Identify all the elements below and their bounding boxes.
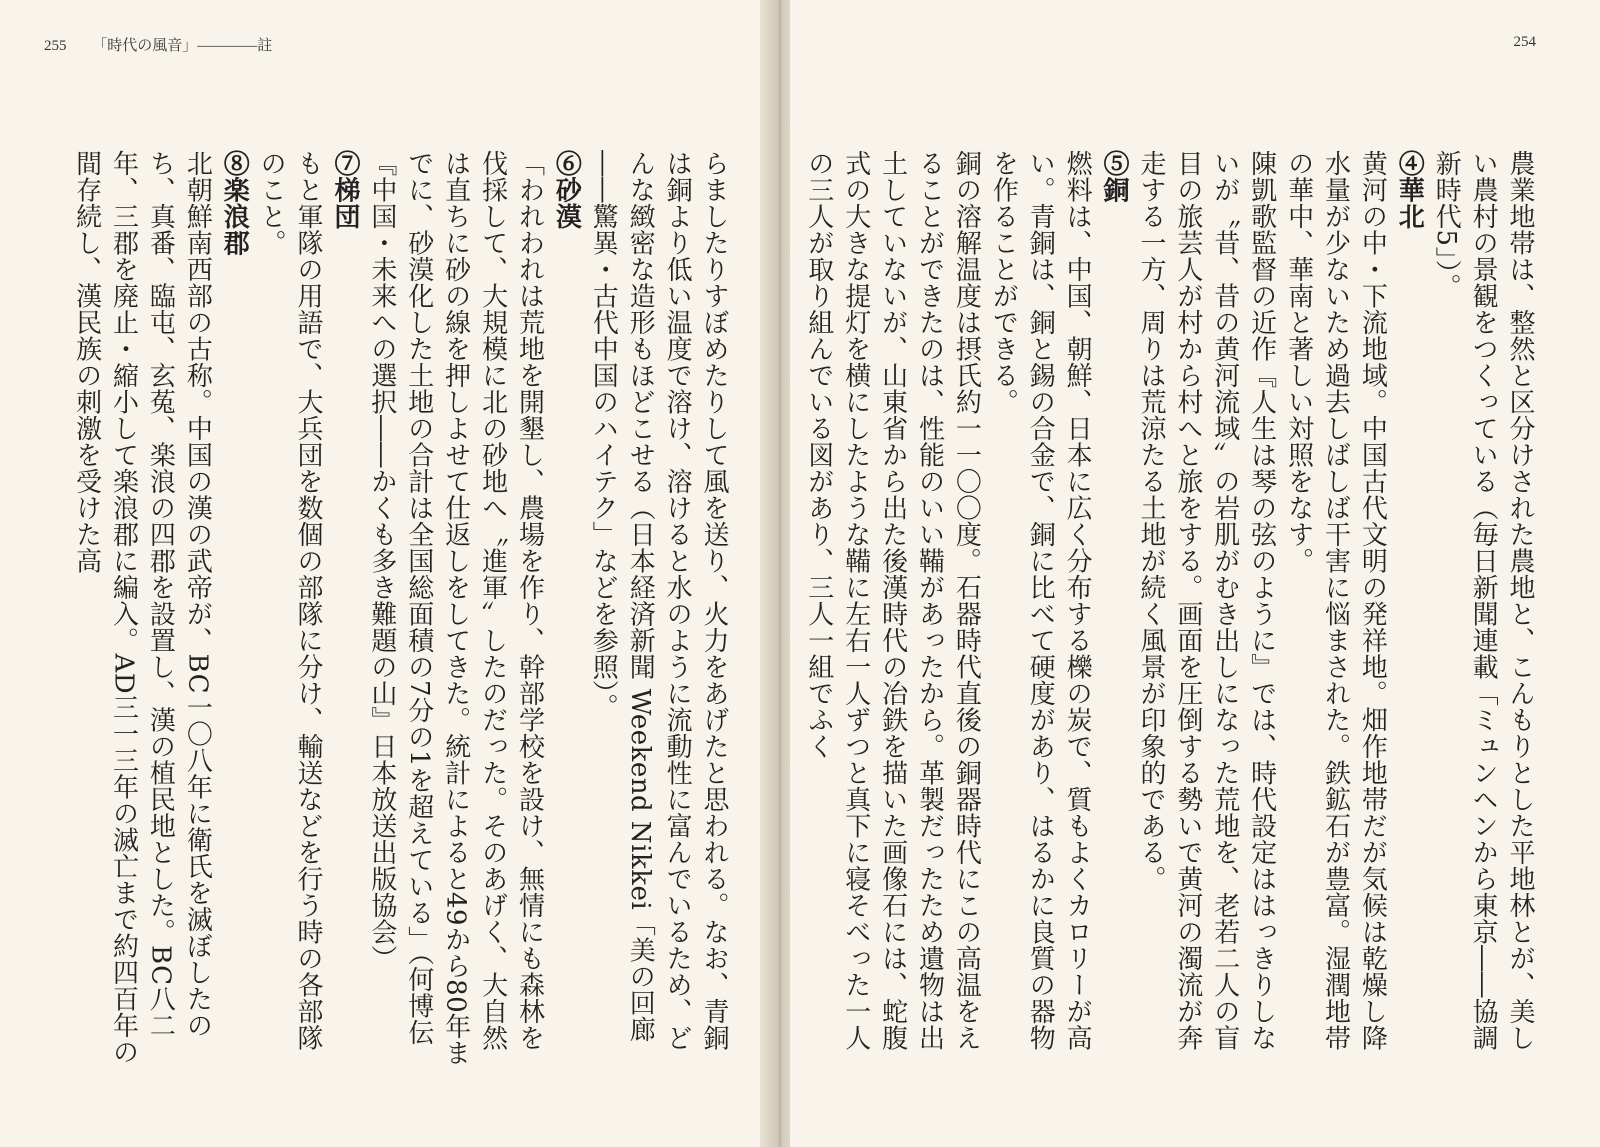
note-paragraph: 燃料は、中国、朝鮮、日本に広く分布する櫟の炭で、質もよくカロリーが高い。青銅は、銅と錫の合金で、銅に比べて硬度があり、はるかに良質の器物を作ることができる。 <box>988 150 1093 1051</box>
note-paragraph: 黄河の中・下流地域。中国古代文明の発祥地。畑作地帯だが気候は乾燥し降水量が少ないため過去しばしば干害に悩まされた。鉄鉱石が豊富。湿潤地帯の華中、華南と著しい対照をなす。 <box>1283 150 1388 1051</box>
note-paragraph: 北朝鮮南西部の古称。中国の漢の武帝が、BC一〇八年に衛氏を滅ぼしたのち、真番、臨屯、玄菟、楽浪の四郡を設置し、漢の植民地とした。BC八二年、三郡を廃止・縮小して楽浪郡に編入。AD三一三年の滅亡まで約四百年の間存続し、漢民族の刺激を受けた高 <box>71 150 213 1066</box>
note-paragraph: らましたりすぼめたりして風を送り、火力をあげたと思われる。なお、青銅は銅より低い温度で溶け、溶けると水のように流動性に富んでいるため、どんな緻密な造形もほどこせる（日本経済新聞 Weekend Nikkei「美の回廊――驚異・古代中国のハイテク」などを参照）。 <box>588 150 729 1051</box>
running-head-title: 「時代の風音」――――註 <box>92 38 273 54</box>
note-paragraph: 陳凱歌監督の近作『人生は琴の弦のように』では、時代設定ははっきりしないが〝昔、昔の黄河流域〟の岩肌がむき出しになった荒地を、老若二人の盲目の旅芸人が村から村へと旅をする。画面を圧倒する勢いで黄河の濁流が奔走する一方、周りは荒涼たる土地が続く風景が印象的である。 <box>1135 150 1277 1051</box>
right-page <box>790 0 1600 1147</box>
note-paragraph: 「われわれは荒地を開墾し、農場を作り、幹部学校を設け、無情にも森林を伐採して、大規模に北の砂地へ〝進軍〟したのだった。そのあげく、大自然は直ちに砂の線を押しよせて仕返しをしてきた。統計によると49から80年までに、砂漠化した土地の合計は全国総面積の7分の1を超えている」（何博伝『中国・未来への選択――かくも多き難題の山』日本放送出版協会） <box>366 150 545 1067</box>
note-paragraph: 農業地帯は、整然と区分けされた農地と、こんもりとした平地林とが、美しい農村の景観をつくっている（毎日新聞連載「ミュンヘンから東京――協調新時代5」）。 <box>1431 150 1535 1051</box>
right-page-text <box>803 150 1538 1070</box>
left-page-text <box>24 150 732 1070</box>
right-page-number: 254 <box>1513 34 1536 50</box>
left-page-number: 255 <box>44 38 67 54</box>
note-heading: ⑦梯団 <box>329 150 360 230</box>
note-paragraph: 銅の溶解温度は摂氏約一一〇〇度。石器時代直後の銅器時代にこの高温をえることができたのは、性能のいい鞴があったから。革製だったため遺物は出土していないが、山東省から出た後漢時代の冶鉄を描いた画像石には、蛇腹式の大きな提灯を横にしたような鞴に左右一人ずつと真下に寝そべった一人の三人が取り組んでいる図があり、三人一組でふく <box>803 150 982 1051</box>
left-running-head <box>44 34 272 55</box>
note-heading: ⑥砂漠 <box>551 150 582 230</box>
note-paragraph: もと軍隊の用語で、大兵団を数個の部隊に分け、輸送などを行う時の各部隊のこと。 <box>256 150 324 1051</box>
note-heading: ⑧楽浪郡 <box>219 150 250 256</box>
note-heading: ⑤銅 <box>1099 150 1130 203</box>
note-heading: ④華北 <box>1394 150 1425 230</box>
left-page <box>0 0 772 1147</box>
